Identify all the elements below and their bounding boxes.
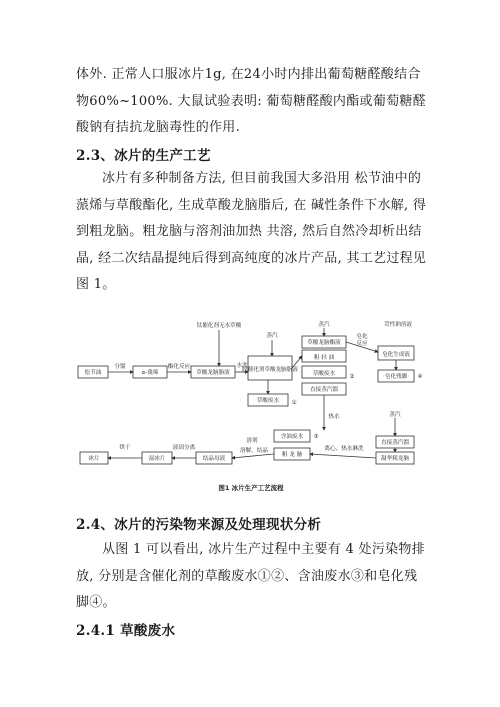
paragraph-pollutants: 从图 1 可以看出, 冰片生产过程中主要有 4 处污染物排放, 分别是含催化剂的草酸废水①②、含油废水③和皂化残脚④。 <box>76 542 426 610</box>
box-oxalate-ester: 草酸龙脑脂液 <box>196 370 230 376</box>
label-circle-1: ① <box>291 400 297 406</box>
figure-caption: 图1 冰片生产工艺流程 <box>218 484 284 492</box>
label-steam-2: 蒸汽 <box>318 322 330 328</box>
label-steam-1: 蒸汽 <box>266 333 278 339</box>
label-dissolve: 溶解、结晶 <box>240 448 268 454</box>
box-crude-oil: 粗 轻 油 <box>313 355 335 361</box>
box-oxalate-liquid: 草酸龙脑酯液 <box>307 340 341 346</box>
label-circle-2: ② <box>349 374 355 380</box>
section-heading-2-4-1: 2.4.1 草酸废水 <box>76 623 176 639</box>
box-crude-borneol: 粗 龙 脑 <box>281 452 303 458</box>
box-saponify: 皂化生成液 <box>382 352 410 358</box>
label-catalyst: 钛催化剂无水草酸 <box>196 323 242 329</box>
label-steam-3: 蒸汽 <box>389 412 401 418</box>
label-fractionate: 分馏 <box>114 364 126 370</box>
section-heading-2-3: 2.3、冰片的生产工艺 <box>76 148 211 164</box>
label-reaction: 反应 <box>356 341 368 347</box>
box-oily-waste: 含油废水 <box>280 434 304 440</box>
box-wet-borneol: 湿冰片 <box>148 456 166 462</box>
label-solvent: 溶剂 <box>246 438 258 444</box>
label-circle-3: ③ <box>313 434 319 440</box>
box-crystal-liquid: 结晶母液 <box>202 456 226 462</box>
label-saponify: 皂化 <box>356 334 368 340</box>
box-steam-distillation: 直接蒸汽馏 <box>310 387 338 393</box>
box-hydrolysis: 脱催化剂草酸龙脑脂液 <box>242 367 298 373</box>
label-esterify: 酯化反应 <box>167 364 191 370</box>
paragraph-production: 冰片有多种制备方法, 但目前我国大多沿用 松节油中的蒎烯与草酸酯化, 生成草酸龙脑脂后, 在 碱性条件下水解, 得到粗龙脑。粗龙脑与溶剂油加热 共溶, 然后自然冷却析出结晶, 经二次结晶提纯后得到高纯度的冰片产品, 其工艺过程见图 1。 <box>76 171 427 292</box>
box-oxalic-waste: 草酸废水 <box>256 398 280 404</box>
label-water-wash: 水洗 <box>236 363 248 369</box>
box-direct-steam-2: 直接蒸汽馏 <box>381 440 409 446</box>
flow-diagram-svg <box>76 318 436 498</box>
label-centrifuge-sep: 液固分离 <box>172 445 196 451</box>
box-sublimate-crude: 凝华粗龙脑 <box>381 456 409 462</box>
label-circle-4: ④ <box>417 374 423 380</box>
box-pinene: α-蒎烯 <box>141 370 159 376</box>
box-soap-residue: 皂化残脚 <box>384 374 408 380</box>
box-borneol: 冰片 <box>88 456 100 462</box>
label-centrifuge: 离心、热水淋洗 <box>324 446 364 452</box>
box-turpentine: 松节油 <box>84 370 102 376</box>
label-hot-water: 热水 <box>328 414 340 420</box>
box-oxalic-waste-2: 草酸废水 <box>312 371 336 377</box>
label-dry: 烘干 <box>119 445 131 451</box>
section-heading-2-4: 2.4、冰片的污染物来源及处理现状分析 <box>76 517 322 533</box>
paragraph-toxicity: 体外. 正常人口服冰片1g, 在24小时内排出葡萄糖醛酸结合物60%~100%. 大鼠试验表明: 葡萄糖醛酸内酯或葡萄糖醛酸钠有拮抗龙脑毒性的作用. <box>76 67 427 135</box>
process-flow-figure <box>76 318 436 498</box>
label-naoh: 苛性钠溶液 <box>384 322 412 328</box>
